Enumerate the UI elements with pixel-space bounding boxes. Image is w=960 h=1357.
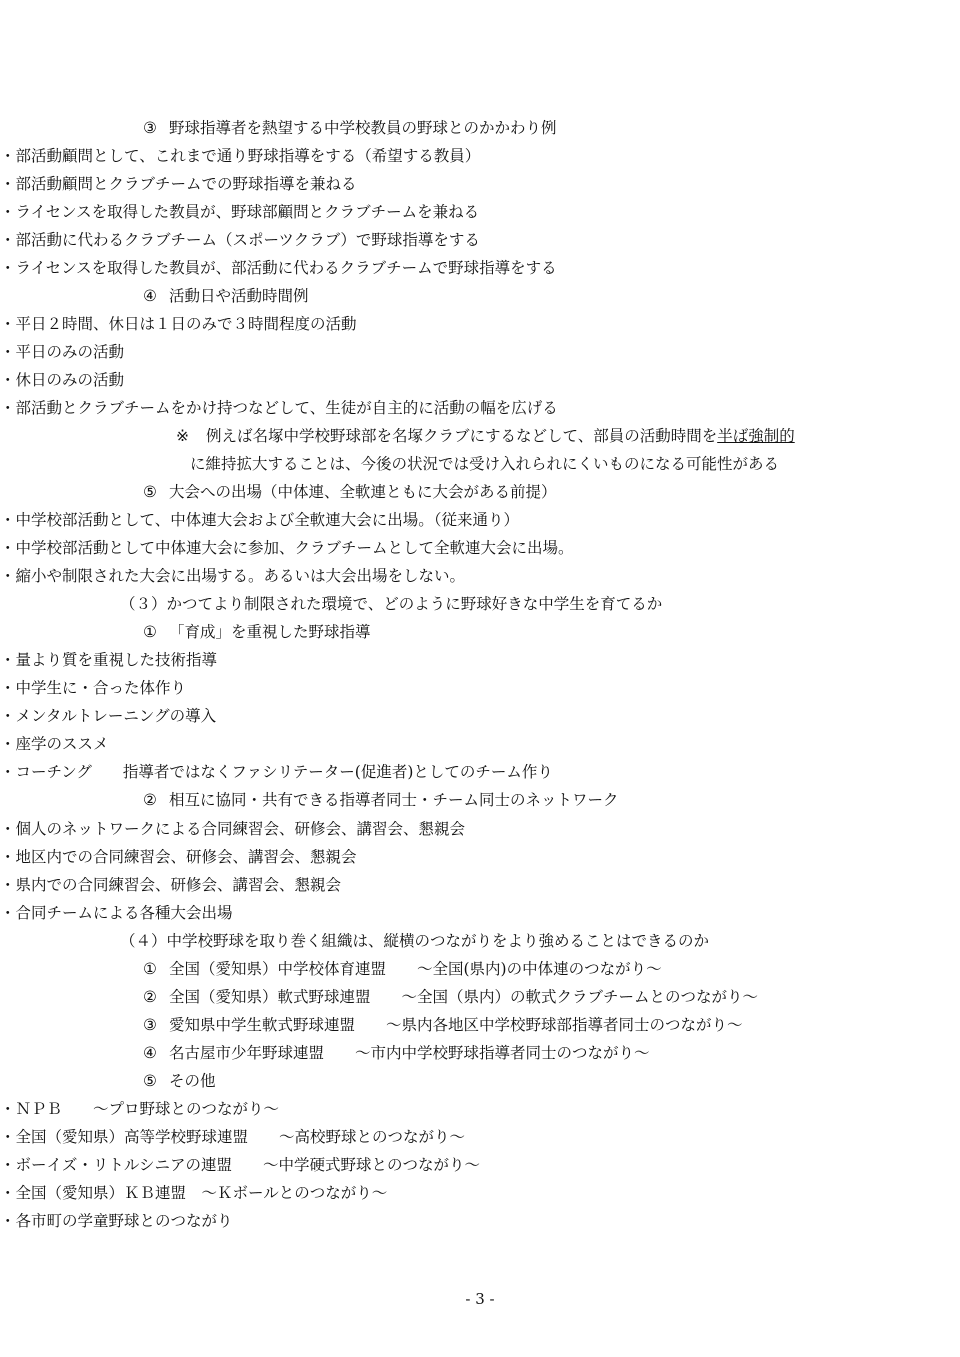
bullet-item (0, 1155, 480, 1175)
subsection-heading (143, 987, 758, 1007)
line-text: 休日のみの活動 (15, 371, 125, 390)
list-marker: ・ (0, 651, 16, 670)
line-text: 名古屋市少年野球連盟 ～市内中学校野球指導者同士のつながり～ (169, 1043, 650, 1062)
list-marker: ④ (143, 1043, 157, 1062)
list-marker: ※ (176, 427, 189, 446)
line-text: 愛知県中学生軟式野球連盟 ～県内各地区中学校野球部指導者同士のつながり～ (169, 1015, 743, 1034)
line-text: 地区内での合同練習会、研修会、講習会、懇親会 (15, 847, 357, 866)
bullet-item (0, 510, 519, 530)
line-text: 例えば名塚中学校野球部を名塚クラブにするなどして、部員の活動時間を (206, 427, 718, 446)
bullet-item (0, 1183, 387, 1203)
list-marker: ・ (0, 1155, 16, 1174)
line-text: 全国（愛知県）軟式野球連盟 ～全国（県内）の軟式クラブチームとのつながり～ (169, 987, 759, 1006)
line-text: 部活動とクラブチームをかけ持つなどして、生徒が自主的に活動の幅を広げる (15, 399, 558, 418)
list-marker: ・ (0, 399, 16, 418)
bullet-item (0, 1127, 465, 1147)
page-number: - 3 - (465, 1290, 495, 1308)
line-text: 合同チームによる各種大会出場 (15, 903, 233, 922)
list-marker: ・ (0, 707, 16, 726)
bullet-item (0, 174, 357, 194)
list-marker: ・ (0, 147, 16, 166)
line-text: 全国（愛知県）高等学校野球連盟 ～高校野球とのつながり～ (15, 1127, 466, 1146)
line-text: 大会への出場（中体連、全軟連ともに大会がある前提） (169, 483, 557, 502)
bullet-item (0, 678, 186, 698)
list-marker: ・ (0, 539, 16, 558)
line-text: かつてより制限された環境で、どのように野球好きな中学生を育てるか (166, 595, 663, 614)
line-text: 各市町の学童野球とのつながり (15, 1211, 233, 1230)
line-text: 県内での合同練習会、研修会、講習会、懇親会 (15, 875, 342, 894)
list-marker: ② (143, 987, 157, 1006)
list-marker: ・ (0, 1211, 16, 1230)
bullet-item (0, 819, 465, 839)
subsection-heading (143, 286, 309, 306)
note-line (176, 426, 795, 446)
list-marker: ・ (0, 819, 16, 838)
bullet-item (0, 202, 479, 222)
line-text: 中学校部活動として中体連大会に参加、クラブチームとして全軟連大会に出場。 (15, 539, 574, 558)
line-text: ライセンスを取得した教員が、野球部顧問とクラブチームを兼ねる (15, 203, 480, 222)
bullet-item (0, 398, 558, 418)
list-marker: ・ (0, 175, 16, 194)
line-text: 中学校野球を取り巻く組織は、縦横のつながりをより強めることはできるのか (166, 931, 710, 950)
list-marker: ・ (0, 875, 16, 894)
list-marker: ・ (0, 203, 16, 222)
line-text: 中学校部活動として、中体連大会および全軟連大会に出場。（従来通り） (15, 511, 519, 530)
list-marker: （３） (120, 595, 167, 614)
list-marker: ④ (143, 287, 157, 306)
list-marker: ・ (0, 259, 16, 278)
list-marker: ① (143, 959, 157, 978)
bullet-item (0, 314, 357, 334)
line-text: 平日のみの活動 (15, 343, 125, 362)
list-marker: ・ (0, 735, 16, 754)
list-marker: ・ (0, 343, 16, 362)
line-text: 野球指導者を熱望する中学校教員の野球とのかかわり例 (169, 119, 557, 137)
line-text: 部活動顧問として、これまで通り野球指導をする（希望する教員） (15, 147, 481, 166)
line-text: ボーイズ・リトルシニアの連盟 ～中学硬式野球とのつながり～ (15, 1155, 480, 1174)
list-marker: ・ (0, 511, 16, 530)
subsection-heading (143, 622, 371, 642)
underlined-text: 半ば強制的 (717, 427, 795, 446)
line-text: 部活動に代わるクラブチーム（スポーツクラブ）で野球指導をする (15, 231, 480, 250)
bullet-item (0, 370, 124, 390)
bullet-item (0, 903, 233, 923)
bullet-item (0, 762, 553, 782)
list-marker: （４） (120, 931, 167, 950)
bullet-item (0, 734, 109, 754)
subsection-heading (143, 1015, 743, 1035)
list-marker: ・ (0, 903, 16, 922)
line-text: ライセンスを取得した教員が、部活動に代わるクラブチームで野球指導をする (15, 259, 557, 278)
bullet-item (0, 230, 480, 250)
subsection-heading (143, 1043, 650, 1063)
list-marker: ・ (0, 679, 16, 698)
bullet-item (0, 342, 124, 362)
subsection-heading (143, 1071, 216, 1091)
line-text: その他 (169, 1071, 216, 1090)
list-marker: ・ (0, 847, 16, 866)
line-text: 平日２時間、休日は１日のみで３時間程度の活動 (15, 315, 357, 334)
list-marker: ・ (0, 1099, 16, 1118)
subsection-heading (143, 118, 557, 138)
list-marker: ・ (0, 1127, 16, 1146)
line-text: 相互に協同・共有できる指導者同士・チーム同士のネットワーク (169, 791, 619, 810)
note-continuation (190, 454, 779, 474)
subsection-heading (143, 482, 557, 502)
list-marker: ・ (0, 371, 16, 390)
list-marker: ⑤ (143, 1071, 157, 1090)
line-text: 活動日や活動時間例 (169, 287, 309, 306)
section-heading (120, 931, 709, 951)
list-marker: ・ (0, 763, 16, 782)
line-text: 中学生に・合った体作り (15, 679, 187, 698)
list-marker: ② (143, 791, 157, 810)
list-marker: ⑤ (143, 483, 157, 502)
line-text: 部活動顧問とクラブチームでの野球指導を兼ねる (15, 175, 357, 194)
list-marker: ③ (143, 1015, 157, 1034)
line-text: 座学のススメ (15, 735, 109, 754)
list-marker: ・ (0, 231, 16, 250)
subsection-heading (143, 790, 619, 810)
line-text: 個人のネットワークによる合同練習会、研修会、講習会、懇親会 (15, 819, 466, 838)
line-text: 量より質を重視した技術指導 (15, 651, 218, 670)
line-text: 「育成」を重視した野球指導 (169, 623, 371, 642)
list-marker: ③ (143, 119, 157, 137)
bullet-item (0, 875, 341, 895)
line-text: コーチング 指導者ではなくファシリテーター(促進者)としてのチーム作り (15, 763, 553, 782)
section-heading (120, 594, 662, 614)
bullet-item (0, 146, 480, 166)
line-text: メンタルトレーニングの導入 (15, 707, 217, 726)
bullet-item (0, 1099, 279, 1119)
list-marker: ・ (0, 1183, 16, 1202)
bullet-item (0, 566, 465, 586)
bullet-item (0, 706, 216, 726)
subsection-heading (143, 959, 662, 979)
list-marker: ・ (0, 567, 16, 586)
line-text: 全国（愛知県）中学校体育連盟 ～全国(県内)の中体連のつながり～ (169, 959, 662, 978)
list-marker: ・ (0, 315, 16, 334)
bullet-item (0, 258, 557, 278)
line-text: 全国（愛知県）ＫＢ連盟 ～Ｋボールとのつながり～ (15, 1183, 388, 1202)
line-text: に維持拡大することは、今後の状況では受け入れられにくいものになる可能性がある (190, 455, 780, 474)
bullet-item (0, 1211, 233, 1231)
bullet-item (0, 538, 574, 558)
list-marker: ① (143, 623, 157, 642)
bullet-item (0, 650, 217, 670)
bullet-item (0, 847, 357, 867)
line-text: ＮＰＢ ～プロ野球とのつながり～ (15, 1099, 280, 1118)
line-text: 縮小や制限された大会に出場する。あるいは大会出場をしない。 (15, 567, 466, 586)
